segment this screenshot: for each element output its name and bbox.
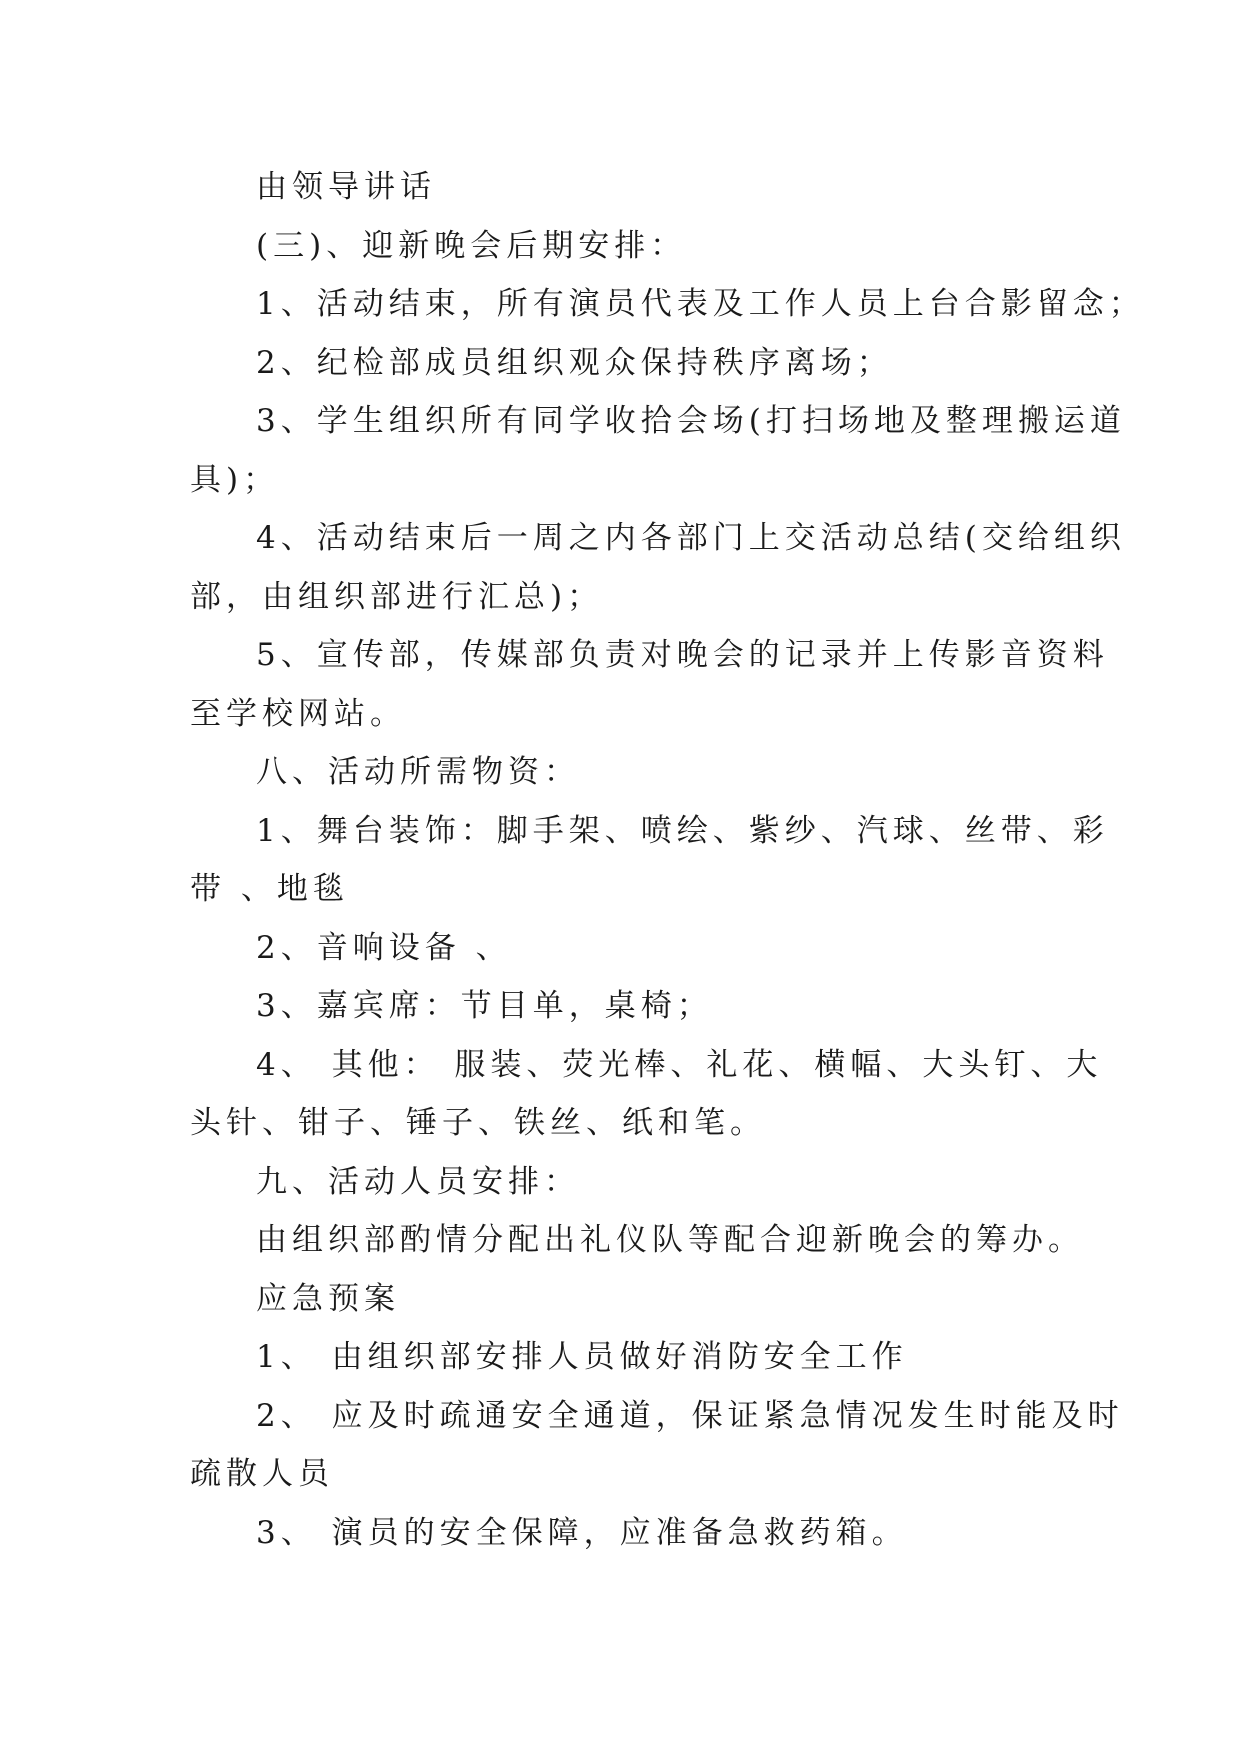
text-line: 1、活动结束，所有演员代表及工作人员上台合影留念； [256, 286, 1145, 322]
text-line: 由组织部酌情分配出礼仪队等配合迎新晚会的筹办。 [256, 1222, 1084, 1258]
text-line: 3、 演员的安全保障，应准备急救药箱。 [256, 1514, 908, 1551]
text-line: 带 、地毯 [190, 871, 349, 907]
document-body [190, 158, 1145, 1562]
text-line: 2、音响设备 、 [256, 929, 512, 966]
text-line: 4、 其他： 服装、荧光棒、礼花、横幅、大头钉、大 [256, 1046, 1103, 1083]
text-line: 应急预案 [256, 1280, 400, 1317]
text-line: 具)； [190, 461, 280, 498]
text-line: 2、 应及时疏通安全通道，保证紧急情况发生时能及时 [256, 1397, 1124, 1434]
text-line: 3、学生组织所有同学收拾会场(打扫场地及整理搬运道 [256, 403, 1126, 439]
text-line: 疏散人员 [190, 1456, 334, 1492]
text-line: 部，由组织部进行汇总)； [190, 578, 604, 615]
text-line: 2、纪检部成员组织观众保持秩序离场； [256, 344, 893, 381]
text-line: 至学校网站。 [190, 695, 406, 732]
text-line: 由领导讲话 [256, 169, 436, 205]
text-line: 八、活动所需物资： [256, 754, 580, 790]
text-line: 九、活动人员安排： [256, 1163, 580, 1200]
text-line: 头针、钳子、锤子、铁丝、纸和笔。 [190, 1105, 766, 1141]
text-line: 1、 由组织部安排人员做好消防安全工作 [256, 1339, 908, 1375]
text-line: (三)、迎新晚会后期安排： [256, 227, 687, 264]
text-line: 3、嘉宾席：节目单，桌椅； [256, 988, 713, 1024]
text-line: 5、宣传部，传媒部负责对晚会的记录并上传影音资料 [256, 637, 1109, 673]
text-line: 4、活动结束后一周之内各部门上交活动总结(交给组织 [256, 520, 1126, 556]
text-line: 1、舞台装饰：脚手架、喷绘、紫纱、汽球、丝带、彩 [256, 812, 1109, 849]
